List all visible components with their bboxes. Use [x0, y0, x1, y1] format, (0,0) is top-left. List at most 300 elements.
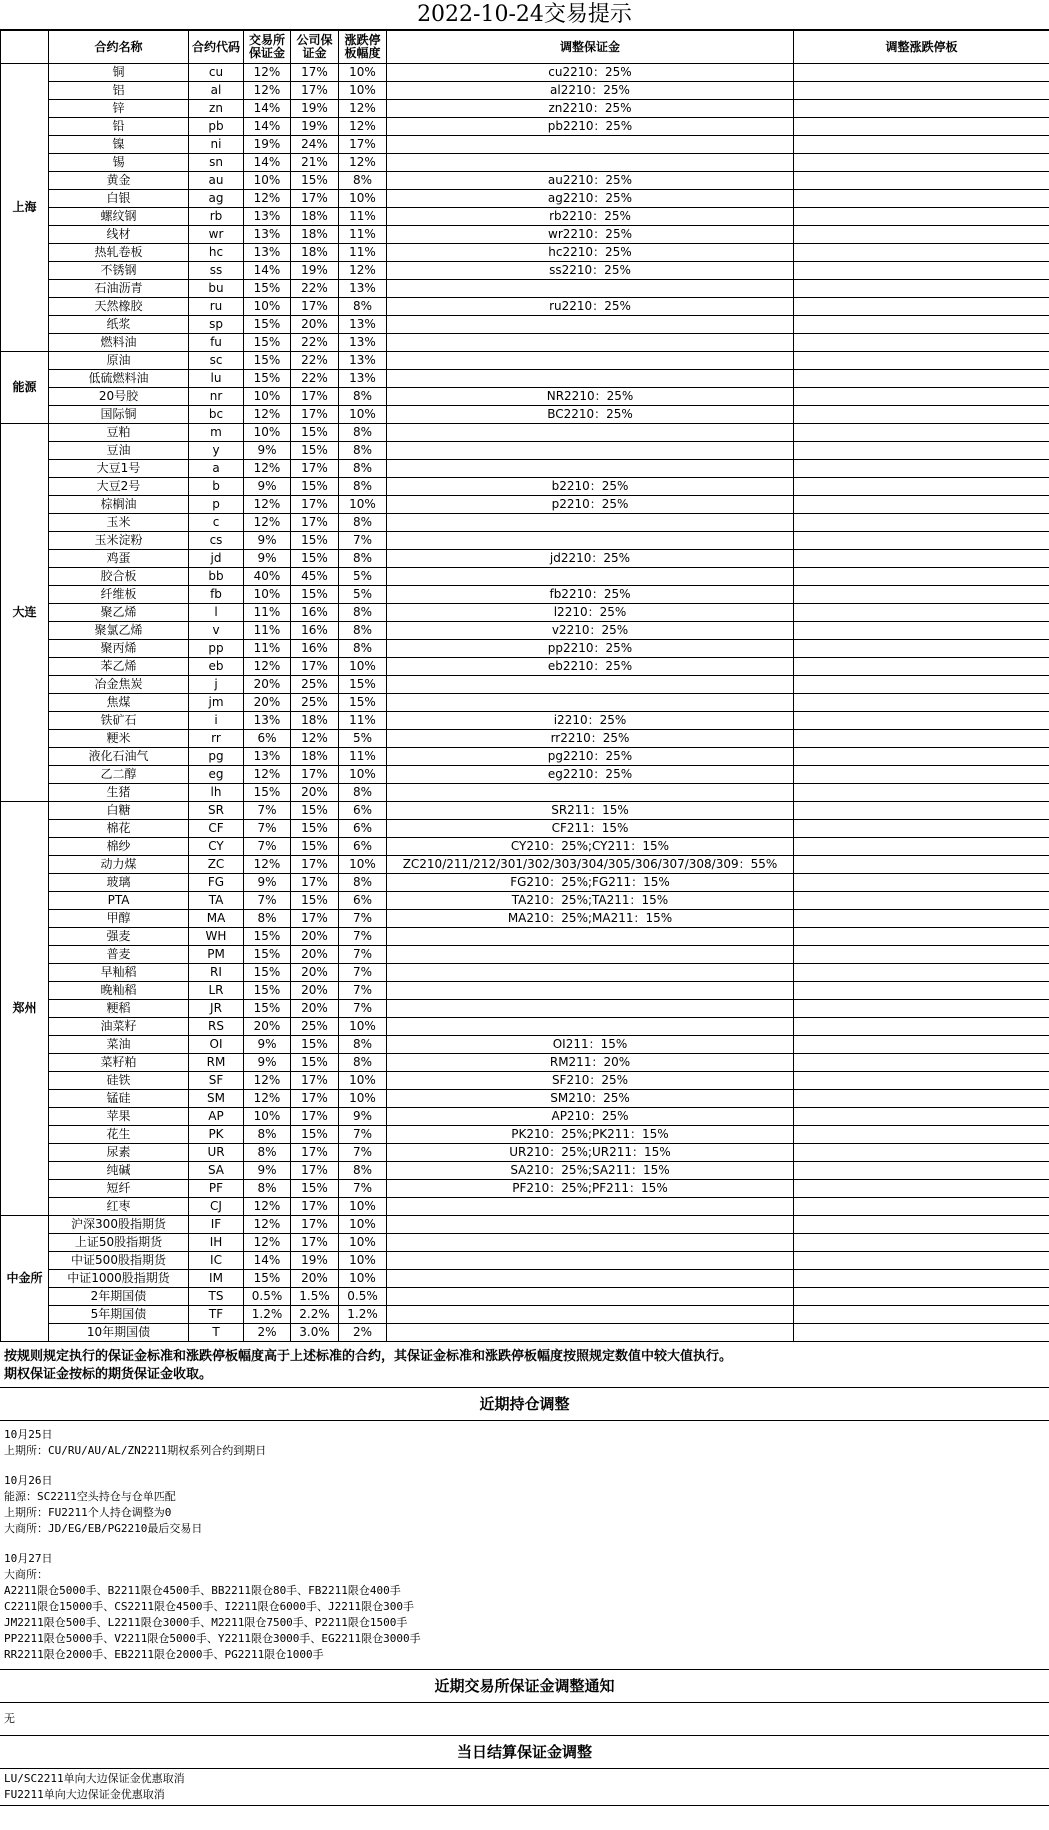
contract-name-cell: 石油沥青 — [49, 280, 189, 298]
contract-name-cell: 天然橡胶 — [49, 298, 189, 316]
contract-code-cell: cs — [189, 532, 244, 550]
adjusted-limit-cell — [794, 226, 1049, 244]
exchange-margin-cell: 12% — [244, 1234, 291, 1252]
adjusted-margin-cell — [387, 964, 794, 982]
contract-code-cell: RS — [189, 1018, 244, 1036]
adjusted-limit-cell — [794, 856, 1049, 874]
header-adj-margin: 调整保证金 — [387, 31, 794, 64]
adjusted-margin-cell — [387, 1198, 794, 1216]
price-limit-cell: 6% — [339, 820, 387, 838]
contract-code-cell: CY — [189, 838, 244, 856]
adjusted-margin-cell: cu2210：25% — [387, 64, 794, 82]
contract-name-cell: 豆油 — [49, 442, 189, 460]
contract-code-cell: c — [189, 514, 244, 532]
adjusted-margin-cell: AP210：25% — [387, 1108, 794, 1126]
table-row — [1, 694, 1049, 712]
price-limit-cell: 10% — [339, 406, 387, 424]
price-limit-cell: 10% — [339, 1090, 387, 1108]
contract-code-cell: ru — [189, 298, 244, 316]
table-row — [1, 1126, 1049, 1144]
table-row — [1, 1108, 1049, 1126]
contract-code-cell: JR — [189, 1000, 244, 1018]
exchange-margin-cell: 11% — [244, 604, 291, 622]
table-header-row — [1, 31, 1049, 64]
table-row — [1, 910, 1049, 928]
company-margin-cell: 17% — [291, 1108, 339, 1126]
exchange-margin-cell: 9% — [244, 1054, 291, 1072]
company-margin-cell: 15% — [291, 1126, 339, 1144]
adjusted-limit-cell — [794, 622, 1049, 640]
price-limit-cell: 7% — [339, 964, 387, 982]
price-limit-cell: 13% — [339, 370, 387, 388]
price-limit-cell: 7% — [339, 1000, 387, 1018]
table-row — [1, 424, 1049, 442]
company-margin-cell: 15% — [291, 838, 339, 856]
table-body — [1, 64, 1049, 1342]
adjusted-limit-cell — [794, 154, 1049, 172]
adjusted-limit-cell — [794, 910, 1049, 928]
table-row — [1, 550, 1049, 568]
position-line: C2211限仓15000手、CS2211限仓4500手、I2211限仓6000手、J2211限仓300手 — [4, 1600, 415, 1613]
position-line: RR2211限仓2000手、EB2211限仓2000手、PG2211限仓1000手 — [4, 1648, 324, 1661]
adjusted-margin-cell: p2210：25% — [387, 496, 794, 514]
company-margin-cell: 20% — [291, 1270, 339, 1288]
price-limit-cell: 8% — [339, 172, 387, 190]
adjusted-margin-cell: CY210：25%;CY211：15% — [387, 838, 794, 856]
contract-code-cell: SM — [189, 1090, 244, 1108]
adjusted-margin-cell: RM211：20% — [387, 1054, 794, 1072]
price-limit-cell: 7% — [339, 1126, 387, 1144]
contract-name-cell: 大豆1号 — [49, 460, 189, 478]
adjusted-margin-cell: NR2210：25% — [387, 388, 794, 406]
table-row — [1, 838, 1049, 856]
adjusted-margin-cell — [387, 514, 794, 532]
company-margin-cell: 18% — [291, 244, 339, 262]
company-margin-cell: 15% — [291, 478, 339, 496]
adjusted-margin-cell — [387, 334, 794, 352]
contract-name-cell: 国际铜 — [49, 406, 189, 424]
table-row — [1, 100, 1049, 118]
exchange-margin-cell: 15% — [244, 946, 291, 964]
contract-name-cell: 螺纹钢 — [49, 208, 189, 226]
table-row — [1, 586, 1049, 604]
company-margin-cell: 16% — [291, 640, 339, 658]
price-limit-cell: 6% — [339, 838, 387, 856]
exchange-margin-cell: 15% — [244, 334, 291, 352]
exchange-margin-cell: 7% — [244, 838, 291, 856]
table-row — [1, 460, 1049, 478]
exchange-margin-cell: 12% — [244, 1072, 291, 1090]
contract-code-cell: MA — [189, 910, 244, 928]
settlement-line: FU2211单向大边保证金优惠取消 — [4, 1788, 165, 1801]
company-margin-cell: 17% — [291, 1144, 339, 1162]
adjusted-margin-cell — [387, 154, 794, 172]
contract-name-cell: 粳米 — [49, 730, 189, 748]
contract-code-cell: p — [189, 496, 244, 514]
contract-code-cell: sp — [189, 316, 244, 334]
contract-code-cell: v — [189, 622, 244, 640]
contract-code-cell: UR — [189, 1144, 244, 1162]
table-row — [1, 1162, 1049, 1180]
exchange-margin-cell: 10% — [244, 1108, 291, 1126]
table-row — [1, 1288, 1049, 1306]
adjusted-margin-cell — [387, 1234, 794, 1252]
table-row — [1, 928, 1049, 946]
price-limit-cell: 10% — [339, 1072, 387, 1090]
exchange-margin-cell: 15% — [244, 1270, 291, 1288]
price-limit-cell: 8% — [339, 388, 387, 406]
table-row — [1, 982, 1049, 1000]
contract-code-cell: y — [189, 442, 244, 460]
exchange-margin-cell: 12% — [244, 856, 291, 874]
adjusted-limit-cell — [794, 658, 1049, 676]
adjusted-margin-cell: wr2210：25% — [387, 226, 794, 244]
adjusted-limit-cell — [794, 190, 1049, 208]
settlement-section-title: 当日结算保证金调整 — [0, 1736, 1049, 1769]
contract-code-cell: jm — [189, 694, 244, 712]
header-exch-margin: 交易所保证金 — [244, 31, 291, 64]
price-limit-cell: 10% — [339, 856, 387, 874]
exchange-margin-cell: 7% — [244, 802, 291, 820]
contract-code-cell: bc — [189, 406, 244, 424]
company-margin-cell: 15% — [291, 550, 339, 568]
adjusted-margin-cell: i2210：25% — [387, 712, 794, 730]
exchange-margin-cell: 12% — [244, 766, 291, 784]
company-margin-cell: 15% — [291, 586, 339, 604]
exchange-margin-cell: 13% — [244, 748, 291, 766]
table-row — [1, 1270, 1049, 1288]
position-line: PP2211限仓5000手、V2211限仓5000手、Y2211限仓3000手、EG2211限仓3000手 — [4, 1632, 421, 1645]
table-row — [1, 1054, 1049, 1072]
adjusted-limit-cell — [794, 172, 1049, 190]
adjusted-margin-cell — [387, 1018, 794, 1036]
adjusted-limit-cell — [794, 388, 1049, 406]
contract-name-cell: 锰硅 — [49, 1090, 189, 1108]
table-row — [1, 496, 1049, 514]
price-limit-cell: 13% — [339, 316, 387, 334]
price-limit-cell: 11% — [339, 244, 387, 262]
exchange-margin-cell: 13% — [244, 712, 291, 730]
exchange-margin-cell: 7% — [244, 820, 291, 838]
adjusted-margin-cell: pp2210：25% — [387, 640, 794, 658]
exchange-margin-section-body: 无 — [0, 1703, 1049, 1736]
company-margin-cell: 17% — [291, 1216, 339, 1234]
price-limit-cell: 10% — [339, 1216, 387, 1234]
adjusted-limit-cell — [794, 406, 1049, 424]
contract-code-cell: FG — [189, 874, 244, 892]
contract-name-cell: 燃料油 — [49, 334, 189, 352]
adjusted-margin-cell — [387, 1306, 794, 1324]
adjusted-margin-cell: l2210：25% — [387, 604, 794, 622]
adjusted-margin-cell — [387, 316, 794, 334]
price-limit-cell: 12% — [339, 154, 387, 172]
adjusted-margin-cell: UR210：25%;UR211：15% — [387, 1144, 794, 1162]
adjusted-margin-cell: v2210：25% — [387, 622, 794, 640]
table-row — [1, 730, 1049, 748]
company-margin-cell: 25% — [291, 1018, 339, 1036]
price-limit-cell: 10% — [339, 1252, 387, 1270]
company-margin-cell: 21% — [291, 154, 339, 172]
adjusted-margin-cell: rr2210：25% — [387, 730, 794, 748]
contract-name-cell: 中证500股指期货 — [49, 1252, 189, 1270]
table-row — [1, 478, 1049, 496]
adjusted-limit-cell — [794, 1252, 1049, 1270]
contract-code-cell: LR — [189, 982, 244, 1000]
contract-name-cell: 红枣 — [49, 1198, 189, 1216]
adjusted-limit-cell — [794, 1324, 1049, 1342]
adjusted-margin-cell — [387, 136, 794, 154]
exchange-margin-cell: 9% — [244, 442, 291, 460]
table-row — [1, 154, 1049, 172]
contract-code-cell: AP — [189, 1108, 244, 1126]
contract-name-cell: 菜油 — [49, 1036, 189, 1054]
contract-code-cell: PK — [189, 1126, 244, 1144]
table-row — [1, 946, 1049, 964]
adjusted-margin-cell — [387, 1000, 794, 1018]
company-margin-cell: 25% — [291, 676, 339, 694]
price-limit-cell: 5% — [339, 586, 387, 604]
contract-code-cell: pg — [189, 748, 244, 766]
exchange-margin-cell: 12% — [244, 406, 291, 424]
contract-name-cell: 胶合板 — [49, 568, 189, 586]
contract-name-cell: 豆粕 — [49, 424, 189, 442]
contract-name-cell: 低硫燃料油 — [49, 370, 189, 388]
adjusted-margin-cell: pg2210：25% — [387, 748, 794, 766]
price-limit-cell: 13% — [339, 352, 387, 370]
adjusted-margin-cell — [387, 784, 794, 802]
table-row — [1, 1090, 1049, 1108]
contract-name-cell: 铝 — [49, 82, 189, 100]
price-limit-cell: 10% — [339, 1018, 387, 1036]
exchange-margin-cell: 15% — [244, 982, 291, 1000]
contract-name-cell: 尿素 — [49, 1144, 189, 1162]
exchange-margin-section-title: 近期交易所保证金调整通知 — [0, 1670, 1049, 1703]
exchange-label: 大连 — [1, 424, 49, 802]
adjusted-limit-cell — [794, 1000, 1049, 1018]
company-margin-cell: 15% — [291, 424, 339, 442]
adjusted-margin-cell — [387, 1216, 794, 1234]
adjusted-margin-cell: al2210：25% — [387, 82, 794, 100]
price-limit-cell: 7% — [339, 946, 387, 964]
price-limit-cell: 7% — [339, 910, 387, 928]
company-margin-cell: 22% — [291, 352, 339, 370]
contract-code-cell: OI — [189, 1036, 244, 1054]
exchange-margin-cell: 15% — [244, 784, 291, 802]
adjusted-margin-cell — [387, 424, 794, 442]
table-row — [1, 1234, 1049, 1252]
exchange-margin-cell: 14% — [244, 1252, 291, 1270]
contract-code-cell: IC — [189, 1252, 244, 1270]
table-row — [1, 748, 1049, 766]
price-limit-cell: 10% — [339, 82, 387, 100]
price-limit-cell: 12% — [339, 118, 387, 136]
adjusted-margin-cell — [387, 676, 794, 694]
adjusted-limit-cell — [794, 1036, 1049, 1054]
contract-code-cell: eb — [189, 658, 244, 676]
company-margin-cell: 19% — [291, 1252, 339, 1270]
contract-name-cell: 乙二醇 — [49, 766, 189, 784]
company-margin-cell: 22% — [291, 280, 339, 298]
adjusted-limit-cell — [794, 1090, 1049, 1108]
table-row — [1, 1180, 1049, 1198]
company-margin-cell: 17% — [291, 1162, 339, 1180]
company-margin-cell: 17% — [291, 1198, 339, 1216]
adjusted-margin-cell — [387, 370, 794, 388]
adjusted-limit-cell — [794, 892, 1049, 910]
position-line: 能源：SC2211空头持仓与仓单匹配 — [4, 1490, 176, 1503]
price-limit-cell: 8% — [339, 514, 387, 532]
contract-name-cell: 10年期国债 — [49, 1324, 189, 1342]
table-row — [1, 514, 1049, 532]
company-margin-cell: 18% — [291, 226, 339, 244]
contract-code-cell: sc — [189, 352, 244, 370]
contract-name-cell: 冶金焦炭 — [49, 676, 189, 694]
exchange-margin-cell: 12% — [244, 1090, 291, 1108]
table-row — [1, 640, 1049, 658]
contract-code-cell: wr — [189, 226, 244, 244]
contract-name-cell: 苯乙烯 — [49, 658, 189, 676]
company-margin-cell: 17% — [291, 1090, 339, 1108]
exchange-margin-cell: 14% — [244, 118, 291, 136]
price-limit-cell: 11% — [339, 226, 387, 244]
contract-code-cell: RI — [189, 964, 244, 982]
price-limit-cell: 10% — [339, 1234, 387, 1252]
company-margin-cell: 17% — [291, 388, 339, 406]
adjusted-margin-cell — [387, 1324, 794, 1342]
contract-name-cell: 聚丙烯 — [49, 640, 189, 658]
exchange-margin-cell: 13% — [244, 208, 291, 226]
price-limit-cell: 8% — [339, 1054, 387, 1072]
exchange-margin-cell: 9% — [244, 478, 291, 496]
company-margin-cell: 15% — [291, 1180, 339, 1198]
price-limit-cell: 10% — [339, 1198, 387, 1216]
contract-name-cell: PTA — [49, 892, 189, 910]
adjusted-margin-cell — [387, 1288, 794, 1306]
company-margin-cell: 20% — [291, 946, 339, 964]
exchange-margin-cell: 0.5% — [244, 1288, 291, 1306]
price-limit-cell: 12% — [339, 262, 387, 280]
price-limit-cell: 15% — [339, 694, 387, 712]
price-limit-cell: 0.5% — [339, 1288, 387, 1306]
contract-name-cell: 铁矿石 — [49, 712, 189, 730]
contract-name-cell: 早籼稻 — [49, 964, 189, 982]
exchange-margin-cell: 15% — [244, 352, 291, 370]
exchange-margin-cell: 8% — [244, 1126, 291, 1144]
exchange-margin-cell: 8% — [244, 910, 291, 928]
company-margin-cell: 18% — [291, 712, 339, 730]
table-row — [1, 964, 1049, 982]
table-row — [1, 370, 1049, 388]
table-row — [1, 334, 1049, 352]
company-margin-cell: 20% — [291, 964, 339, 982]
contract-name-cell: 棕榈油 — [49, 496, 189, 514]
price-limit-cell: 10% — [339, 658, 387, 676]
exchange-margin-cell: 10% — [244, 298, 291, 316]
exchange-margin-cell: 9% — [244, 874, 291, 892]
header-name: 合约名称 — [49, 31, 189, 64]
contract-code-cell: m — [189, 424, 244, 442]
contract-name-cell: 5年期国债 — [49, 1306, 189, 1324]
company-margin-cell: 22% — [291, 334, 339, 352]
contract-code-cell: SF — [189, 1072, 244, 1090]
contract-code-cell: al — [189, 82, 244, 100]
company-margin-cell: 17% — [291, 1234, 339, 1252]
adjusted-limit-cell — [794, 1234, 1049, 1252]
adjusted-margin-cell — [387, 1252, 794, 1270]
position-date: 10月25日 — [4, 1428, 53, 1441]
position-line: A2211限仓5000手、B2211限仓4500手、BB2211限仓80手、FB2211限仓400手 — [4, 1584, 401, 1597]
adjusted-limit-cell — [794, 280, 1049, 298]
adjusted-margin-cell: ZC210/211/212/301/302/303/304/305/306/307/308/309：55% — [387, 856, 794, 874]
company-margin-cell: 17% — [291, 910, 339, 928]
contract-code-cell: pp — [189, 640, 244, 658]
adjusted-margin-cell: ss2210：25% — [387, 262, 794, 280]
adjusted-limit-cell — [794, 640, 1049, 658]
contract-name-cell: 粳稻 — [49, 1000, 189, 1018]
contract-name-cell: 玉米淀粉 — [49, 532, 189, 550]
exchange-margin-cell: 20% — [244, 1018, 291, 1036]
exchange-margin-cell: 8% — [244, 1180, 291, 1198]
adjusted-margin-cell: PK210：25%;PK211：15% — [387, 1126, 794, 1144]
header-exchange — [1, 31, 49, 64]
table-row — [1, 1306, 1049, 1324]
rules-notes — [0, 1342, 1049, 1388]
adjusted-limit-cell — [794, 352, 1049, 370]
contract-code-cell: fu — [189, 334, 244, 352]
adjusted-margin-cell: FG210：25%;FG211：15% — [387, 874, 794, 892]
exchange-margin-cell: 20% — [244, 694, 291, 712]
adjusted-margin-cell — [387, 982, 794, 1000]
price-limit-cell: 8% — [339, 1162, 387, 1180]
adjusted-limit-cell — [794, 64, 1049, 82]
company-margin-cell: 19% — [291, 118, 339, 136]
table-row — [1, 676, 1049, 694]
contract-code-cell: PM — [189, 946, 244, 964]
exchange-margin-cell: 15% — [244, 370, 291, 388]
adjusted-limit-cell — [794, 1072, 1049, 1090]
company-margin-cell: 17% — [291, 856, 339, 874]
table-row — [1, 352, 1049, 370]
adjusted-margin-cell — [387, 460, 794, 478]
contract-code-cell: j — [189, 676, 244, 694]
exchange-margin-cell: 15% — [244, 964, 291, 982]
contract-code-cell: ZC — [189, 856, 244, 874]
contract-name-cell: 白银 — [49, 190, 189, 208]
adjusted-limit-cell — [794, 838, 1049, 856]
adjusted-margin-cell: TA210：25%;TA211：15% — [387, 892, 794, 910]
table-row — [1, 820, 1049, 838]
adjusted-limit-cell — [794, 1018, 1049, 1036]
contract-code-cell: CJ — [189, 1198, 244, 1216]
company-margin-cell: 16% — [291, 622, 339, 640]
price-limit-cell: 9% — [339, 1108, 387, 1126]
contract-name-cell: 锡 — [49, 154, 189, 172]
price-limit-cell: 11% — [339, 208, 387, 226]
adjusted-limit-cell — [794, 820, 1049, 838]
price-limit-cell: 15% — [339, 676, 387, 694]
contract-code-cell: nr — [189, 388, 244, 406]
adjusted-limit-cell — [794, 982, 1049, 1000]
position-group — [4, 1473, 1045, 1537]
adjusted-limit-cell — [794, 676, 1049, 694]
contract-name-cell: 普麦 — [49, 946, 189, 964]
exchange-margin-cell: 12% — [244, 658, 291, 676]
exchange-margin-cell: 10% — [244, 424, 291, 442]
company-margin-cell: 17% — [291, 1072, 339, 1090]
company-margin-cell: 15% — [291, 892, 339, 910]
company-margin-cell: 17% — [291, 496, 339, 514]
contract-name-cell: 棉纱 — [49, 838, 189, 856]
